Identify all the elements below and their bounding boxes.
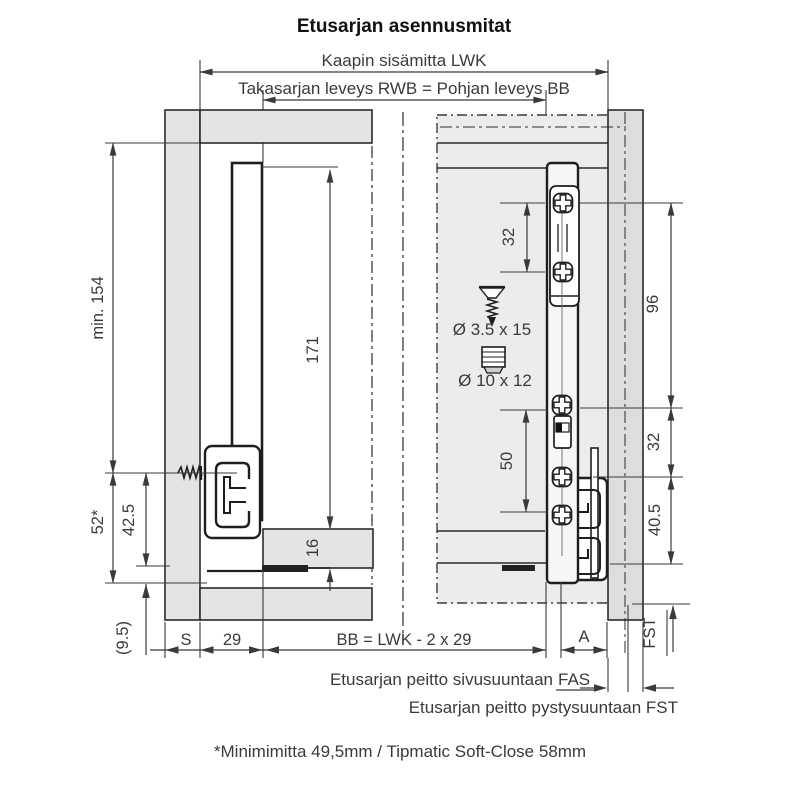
svg-text:40.5: 40.5 (646, 503, 664, 537)
caption-fas-code: FAS (558, 670, 591, 689)
screw-size-label: Ø 3.5 x 15 (452, 320, 532, 339)
dim-40-5 (646, 477, 671, 564)
dowel-icon (482, 347, 505, 373)
dim-fas (580, 684, 674, 692)
dim-32-low (645, 408, 671, 477)
svg-text:32: 32 (645, 432, 663, 452)
cabinet-side-panel (165, 110, 200, 620)
dim-42-5 (120, 473, 146, 566)
dim-171 (304, 170, 330, 529)
footer-note: *Minimimitta 49,5mm / Tipmatic Soft-Close 58mm (213, 742, 587, 761)
dim-label-s: S (180, 631, 192, 649)
dim-96 (644, 203, 671, 408)
dim-52 (89, 473, 113, 583)
latch (554, 416, 571, 448)
dim-label-lwk: Kaapin sisämitta LWK (321, 51, 487, 70)
svg-text:min. 154: min. 154 (89, 276, 107, 340)
dim-label-bb: BB = LWK - 2 x 29 (336, 631, 472, 649)
front-view (437, 110, 643, 656)
svg-text:171: 171 (304, 336, 322, 364)
dim-min-154 (89, 143, 113, 473)
svg-text:96: 96 (644, 294, 662, 314)
runner-rail (591, 448, 598, 578)
svg-text:50: 50 (498, 451, 516, 471)
svg-text:FST: FST (641, 617, 659, 649)
svg-text:16: 16 (304, 538, 322, 558)
dowel-size-label: Ø 10 x 12 (458, 371, 532, 390)
cabinet-top-panel (200, 110, 372, 143)
dim-label-a: A (578, 628, 590, 646)
page-title: Etusarjan asennusmitat (296, 16, 512, 37)
dim-9-5 (114, 584, 150, 655)
dim-a (561, 628, 607, 654)
caption-fst-text: Etusarjan peitto pystysuuntaan FST (408, 698, 678, 717)
svg-text:52*: 52* (89, 509, 107, 535)
caption-fas-text: Etusarjan peitto sivusuuntaan (329, 670, 553, 689)
cabinet-bottom-panel (200, 588, 372, 620)
dim-fst (641, 605, 677, 656)
dim-label-rwb: Takasarjan leveys RWB = Pohjan leveys BB (238, 79, 570, 98)
svg-text:42.5: 42.5 (120, 503, 138, 537)
dim-label-29: 29 (222, 631, 242, 649)
svg-text:32: 32 (500, 227, 518, 247)
side-section-view (165, 110, 373, 620)
dim-chain-bottom (150, 631, 546, 654)
caption-fas (330, 670, 594, 690)
svg-text:(9.5): (9.5) (114, 621, 132, 655)
